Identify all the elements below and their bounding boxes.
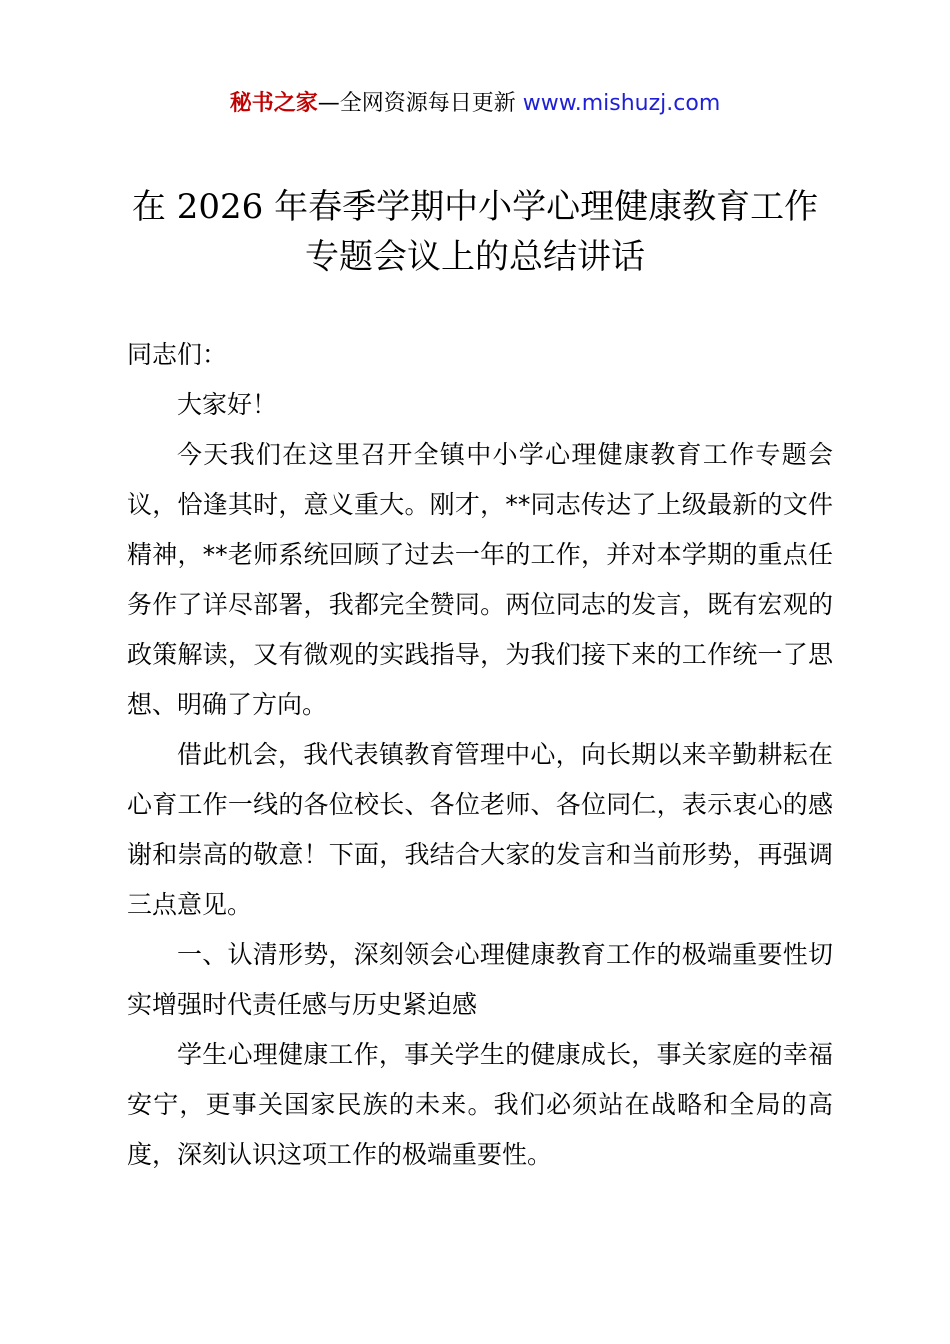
- paragraph-opening: 今天我们在这里召开全镇中小学心理健康教育工作专题会议，恰逢其时，意义重大。刚才，**同志传达了上级最新的文件精神，**老师系统回顾了过去一年的工作，并对本学期的重点任务作了详尽部署，我都完全赞同。两位同志的发言，既有宏观的政策解读，又有微观的实践指导，为我们接下来的工作统一了思想、明确了方向。: [127, 440, 833, 719]
- title-line-2: 专题会议上的总结讲话: [305, 237, 645, 277]
- header-tagline: —全网资源每日更新: [317, 91, 523, 116]
- paragraph-section-1: 学生心理健康工作，事关学生的健康成长，事关家庭的幸福安宁，更事关国家民族的未来。我们必须站在战略和全局的高度，深刻认识这项工作的极端重要性。: [127, 1040, 833, 1169]
- speech-body: [127, 330, 833, 1180]
- site-header: [0, 88, 950, 120]
- salutation: 同志们：: [127, 340, 228, 369]
- section-heading-1: 一、认清形势，深刻领会心理健康教育工作的极端重要性切实增强时代责任感与历史紧迫感: [127, 940, 833, 1019]
- title-line-1: 在 2026 年春季学期中小学心理健康教育工作: [131, 187, 819, 227]
- page-title: [100, 182, 850, 282]
- paragraph-greeting: 大家好！: [177, 390, 278, 419]
- paragraph-thanks: 借此机会，我代表镇教育管理中心，向长期以来辛勤耕耘在心育工作一线的各位校长、各位老师、各位同仁，表示衷心的感谢和崇高的敬意！下面，我结合大家的发言和当前形势，再强调三点意见。: [127, 740, 833, 919]
- site-url-link[interactable]: www.mishuzj.com: [522, 91, 721, 116]
- brand-name: 秘书之家: [229, 91, 318, 116]
